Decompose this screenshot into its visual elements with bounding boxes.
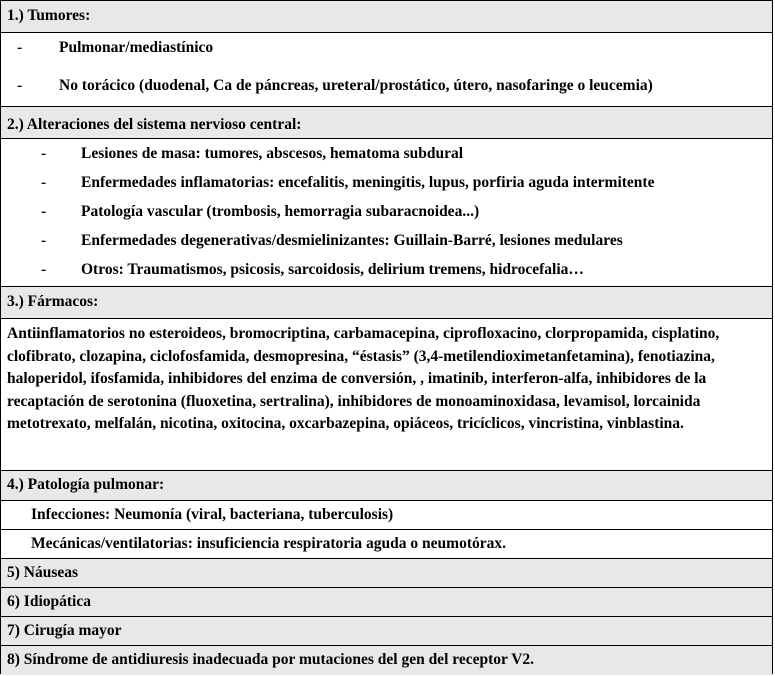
pulmonar-item-2 (1, 530, 772, 559)
section-title: 5) Náuseas (7, 564, 79, 581)
section-header-farmacos (1, 287, 772, 319)
list-bullet: - (41, 145, 47, 162)
pulmonar-item-1 (1, 501, 772, 530)
section-title: 3.) Fármacos: (7, 293, 99, 310)
drug-list-paragraph: Antiinflamatorios no esteroideos, bromocriptina, carbamacepina, ciprofloxacino, clorpropamida, cisplatino, clofibrato, clozapina, ciclofosfamida, desmopresina, “éstasis” (3,4-metilendioximetanfetamina), fenotiazina, haloperidol, ifosfamida, inhibidores del enzima de conversión, , imatinib, interferon-alfa, inhibidores de la recaptación de serotonina (fluoxetina, sertralina), inhibidores de monoaminoxidasa, levamisol, lorcainida metotrexato, melfalán, nicotina, oxitocina, oxcarbazepina, opiáceos, tricíclicos, vincristina, vinblastina. (7, 325, 720, 433)
section-header-pulmonar (1, 471, 772, 501)
list-item: Enfermedades degenerativas/desmielinizantes: Guillain-Barré, lesiones medulares (81, 232, 623, 249)
section-title: 2.) Alteraciones del sistema nervioso central: (7, 116, 302, 133)
list-bullet: - (41, 203, 47, 220)
list-item: Pulmonar/mediastínico (59, 39, 214, 56)
section-header-cirugia (1, 617, 772, 646)
list-bullet: - (41, 174, 47, 191)
list-bullet: - (17, 39, 23, 56)
list-item: Enfermedades inflamatorias: encefalitis, meningitis, lupus, porfiria aguda intermitente (81, 174, 655, 191)
section-title: 6) Idiopática (7, 593, 91, 610)
section-title: 4.) Patología pulmonar: (7, 476, 165, 493)
section-title: 7) Cirugía mayor (7, 622, 122, 639)
list-item: Infecciones: Neumonía (viral, bacteriana, tuberculosis) (31, 506, 394, 523)
list-item: Mecánicas/ventilatorias: insuficiencia respiratoria aguda o neumotórax. (31, 535, 506, 552)
list-bullet: - (41, 261, 47, 278)
list-item: No torácico (duodenal, Ca de páncreas, ureteral/prostático, útero, nasofaringe o leucemia) (59, 77, 653, 94)
snc-items (1, 139, 772, 287)
list-item: Patología vascular (trombosis, hemorragia subaracnoidea...) (81, 203, 480, 220)
tumores-items (1, 33, 772, 107)
list-item: Otros: Traumatismos, psicosis, sarcoidosis, delirium tremens, hidrocefalia… (81, 261, 584, 278)
section-header-snc (1, 107, 772, 139)
section-header-tumores (1, 1, 772, 33)
section-header-sindrome (1, 646, 772, 675)
section-header-idiopatica (1, 588, 772, 617)
list-bullet: - (41, 232, 47, 249)
section-header-nauseas (1, 559, 772, 588)
list-item: Lesiones de masa: tumores, abscesos, hematoma subdural (81, 145, 464, 162)
section-title: 8) Síndrome de antidiuresis inadecuada por mutaciones del gen del receptor V2. (7, 651, 535, 668)
list-bullet: - (17, 77, 23, 94)
section-title: 1.) Tumores: (7, 7, 91, 24)
farmacos-body (1, 319, 772, 471)
